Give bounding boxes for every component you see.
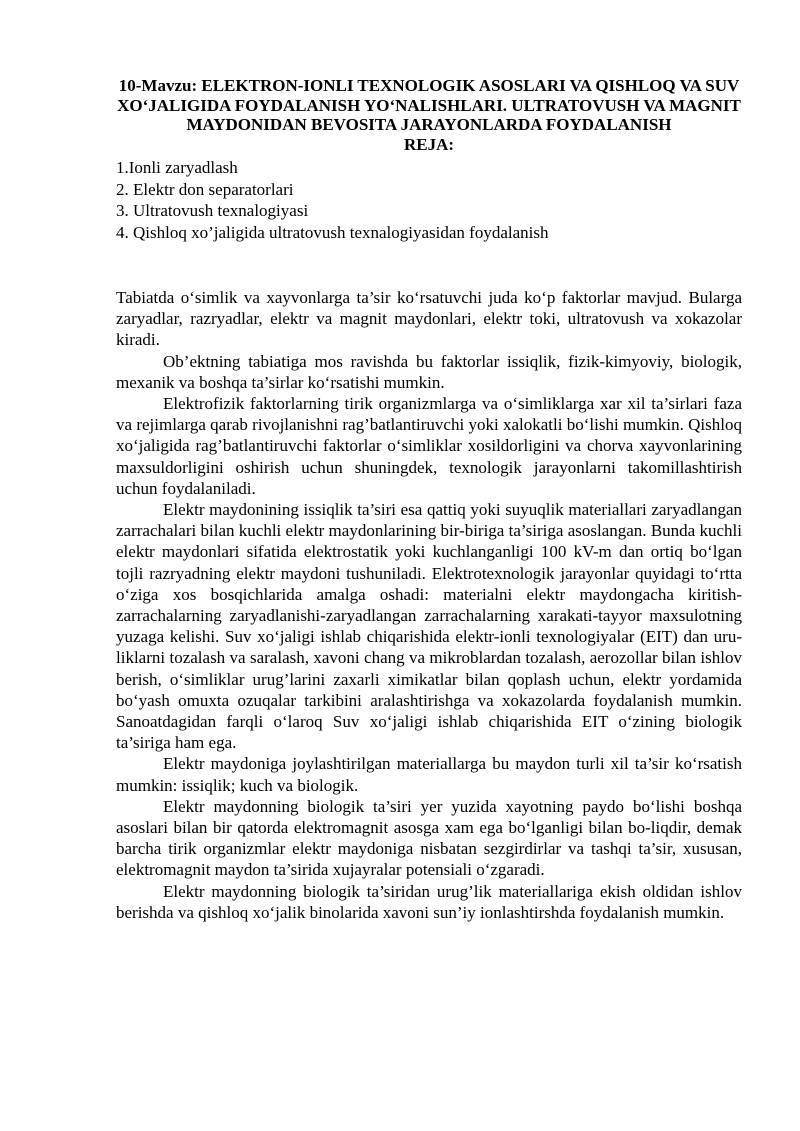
paragraph: Ob’ektning tabiatiga mos ravishda bu faktorlar issiqlik, fizik-kimyoviy, biologik, mexanik va boshqa ta’sirlar ko‘rsatishi mumkin. xyxy=(116,351,742,392)
paragraph: Elektr maydonning biologik ta’siridan urug’lik materiallariga ekish oldidan ishlov berishda va qishloq xo‘jalik binolarida xavoni sun’iy ionlashtirshda foydalanish mumkin. xyxy=(116,881,742,922)
paragraph: Elektr maydonining issiqlik ta’siri esa qattiq yoki suyuqlik materiallari zaryadlangan zarrachalari bilan kuchli elektr maydonlarining bir-biriga ta’siriga asoslangan. Bunda kuchli elektr maydonlari sifatida elektrostatik yoki kuchlanganligi 100 kV-m dan ortiq bo‘lgan tojli razryadning elektr maydoni tushuniladi. Elektrotexnologik jarayonlar quyidagi to‘rtta o‘ziga xos bosqichlarida amalga oshadi: materialni elektr maydongacha kiritish-zarrachalarning zaryadlanishi-zaryadlangan zarrachalarning xarakati-tayyor maxsulotning yuzaga kelishi. Suv xo‘jaligi ishlab chiqarishida elektr-ionli texnologiyalar (EIT) dan uru-liklarni tozalash va saralash, xavoni chang va mikroblardan tozalash, aerozollar bilan ishlov berish, o‘simliklar urug’larini zaxarli ximikatlar bilan qoplash uchun, elektr yordamida bo‘yash omuxta ozuqalar tarkibini aralashtirishga va xokazolarda foydalanish mumkin. Sanoatdagidan farqli o‘laroq Suv xo‘jaligi ishlab chiqarishida EIT o‘zining biologik ta’siriga ham ega. xyxy=(116,500,742,753)
paragraph: Elektr maydonning biologik ta’siri yer yuzida xayotning paydo bo‘lishi boshqa asoslari bilan bir qatorda elektromagnit asosga xam ega bo‘lganligi bilan bo-liqdir, demak barcha tirik organizmlar elektr maydoniga nisbatan sezgirdirlar va tashqi ta’sir, xususan, elektromagnit maydon ta’sirida xujayralar potensiali o‘zgaradi. xyxy=(116,796,742,880)
document-body xyxy=(116,287,742,923)
paragraph: Elektrofizik faktorlarning tirik organizmlarga va o‘simliklarga xar xil ta’sirlari faza va rejimlarga qarab rivojlanishni rag’batlantiruvchi yoki xalokatli bo‘lishi mumkin. Qishloq xo‘jaligida rag’batlantiruvchi faktorlar o‘simliklar xosildorligini va chorva xayvonlarining maxsuldorligini oshirish uchun shuningdek, texnologik jarayonlarni takomillashtirish uchun foydalaniladi. xyxy=(116,394,742,498)
document-title: 10-Mavzu: ELEKTRON-IONLI TEXNOLOGIK ASOSLARI VA QISHLOQ VA SUV XO‘JALIGIDA FOYDALANISH YO‘NALISHLARI. ULTRATOVUSH VA MAGNIT MAYDONIDAN BEVOSITA JARAYONLARDA FOYDALANISH xyxy=(117,76,741,134)
plan-item: 4. Qishloq xo’jaligida ultratovush texnalogiyasidan foydalanish xyxy=(116,222,549,242)
paragraph: Tabiatda o‘simlik va xayvonlarga ta’sir ko‘rsatuvchi juda ko‘p faktorlar mavjud. Bularga zaryadlar, razryadlar, elektr va magnit maydonlari, elektr toki, ultratovush va xokazolar kiradi. xyxy=(116,288,742,350)
plan-list xyxy=(116,157,742,243)
plan-heading: REJA: xyxy=(403,134,455,154)
plan-item: 2. Elektr don separatorlari xyxy=(116,179,294,199)
paragraph: Elektr maydoniga joylashtirilgan materiallarga bu maydon turli xil ta’sir ko‘rsatish mumkin: issiqlik; kuch va biologik. xyxy=(116,754,742,795)
plan-item: 3. Ultratovush texnalogiyasi xyxy=(116,201,309,220)
plan-item: 1.Ionli zaryadlash xyxy=(116,158,238,177)
document-page xyxy=(116,76,742,923)
